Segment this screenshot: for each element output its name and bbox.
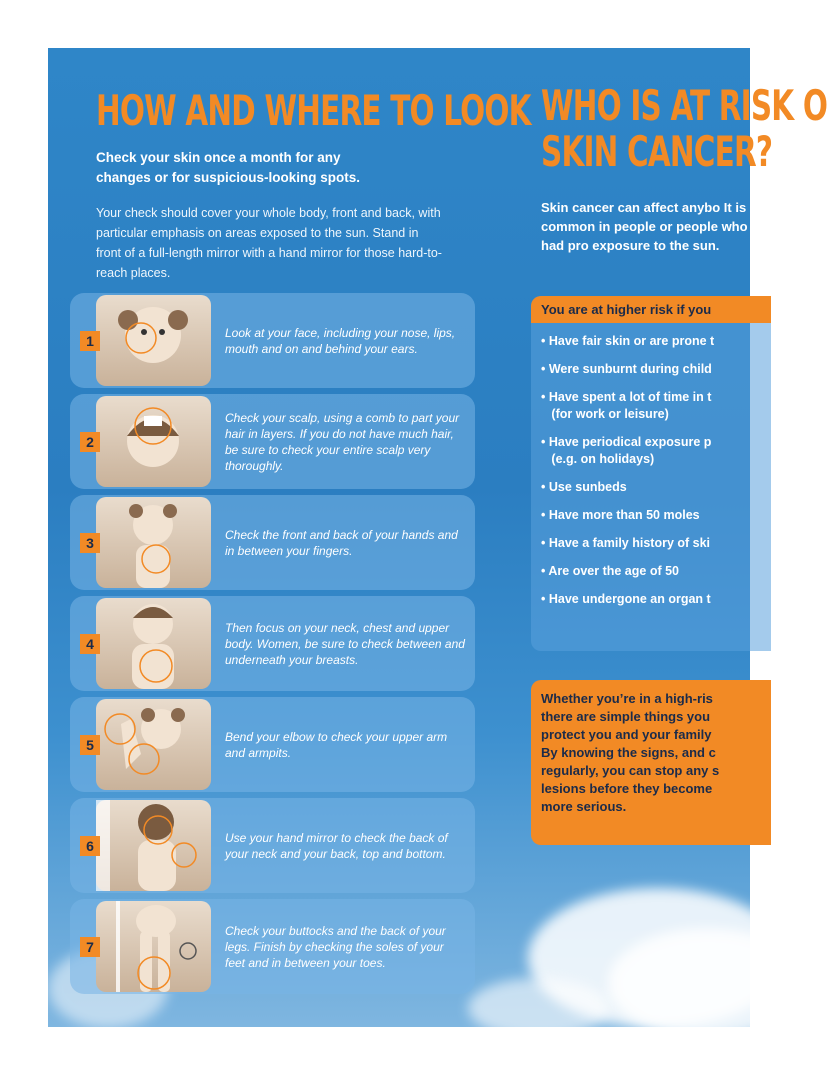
step-card <box>70 697 475 792</box>
step-text: Bend your elbow to check your upper arm and armpits. <box>225 729 448 760</box>
step-number: 6 <box>80 836 100 856</box>
left-title: HOW AND WHERE TO LOOK <box>96 86 531 135</box>
steps-list <box>70 293 475 1000</box>
step-text: Check your scalp, using a comb to part your hair in layers. If you do not have much hair, be sure to check your entire scalp very thoroughly. <box>225 410 460 473</box>
step-text: Check the front and back of your hands and in between your fingers. <box>225 527 458 558</box>
illustration-hands-image <box>96 497 211 588</box>
step-card <box>70 293 475 388</box>
risk-item: • Have undergone an organ t <box>541 592 711 606</box>
illustration-legs-image <box>96 901 211 992</box>
risk-item: • Have a family history of ski <box>541 536 711 550</box>
step-card <box>70 596 475 691</box>
step-number: 1 <box>80 331 100 351</box>
risk-item: • Are over the age of 50 <box>541 564 679 578</box>
risk-factors-box <box>531 296 771 651</box>
right-lead: Skin cancer can affect anybo It is most common in people or people who have had pro exposure to the sun. <box>541 200 781 253</box>
risk-item: • Have periodical exposure p (e.g. on holidays) <box>541 435 712 466</box>
risk-item: • Use sunbeds <box>541 480 627 494</box>
step-number: 4 <box>80 634 100 654</box>
cloud-decoration <box>468 978 608 1038</box>
right-title-line1: WHO IS AT RISK O <box>541 81 827 130</box>
left-body: Your check should cover your whole body, front and back, with particular emphasis on areas exposed to the sun. Stand in front of a full-length mirror with a hand mirror for those hard-to-reach places. <box>96 206 442 280</box>
right-title-line2: SKIN CANCER? <box>541 127 773 176</box>
step-text: Look at your face, including your nose, lips, mouth and on and behind your ears. <box>225 325 456 356</box>
illustration-scalp-image <box>96 396 211 487</box>
brochure-panel <box>48 48 827 1027</box>
step-number: 3 <box>80 533 100 553</box>
step-number: 5 <box>80 735 100 755</box>
step-card <box>70 798 475 893</box>
step-text: Check your buttocks and the back of your legs. Finish by checking the soles of your feet and in between your toes. <box>225 923 446 970</box>
illustration-face-image <box>96 295 211 386</box>
risk-item: • Have fair skin or are prone t <box>541 334 715 348</box>
risk-item: • Have spent a lot of time in t (for work or leisure) <box>541 390 712 421</box>
illustration-armpit-image <box>96 699 211 790</box>
step-card <box>70 394 475 489</box>
risk-header: You are at higher risk if you <box>531 296 771 323</box>
prevention-callout: Whether you’re in a high-ris there are simple things you protect you and your family By knowing the signs, and c regularly, you can stop any s lesions before they become more serious. <box>531 680 771 845</box>
cloud-decoration <box>608 928 808 1038</box>
step-text: Then focus on your neck, chest and upper body. Women, be sure to check between and underneath your breasts. <box>225 620 465 667</box>
step-number: 7 <box>80 937 100 957</box>
illustration-back-image <box>96 800 211 891</box>
risk-item: • Have more than 50 moles <box>541 508 700 522</box>
step-card <box>70 495 475 590</box>
risk-list <box>531 333 771 608</box>
left-lead: Check your skin once a month for any changes or for suspicious-looking spots. <box>96 150 361 185</box>
risk-item: • Were sunburnt during child <box>541 362 712 376</box>
illustration-chest-image <box>96 598 211 689</box>
step-number: 2 <box>80 432 100 452</box>
step-text: Use your hand mirror to check the back of your neck and your back, top and bottom. <box>225 830 448 861</box>
step-card <box>70 899 475 994</box>
